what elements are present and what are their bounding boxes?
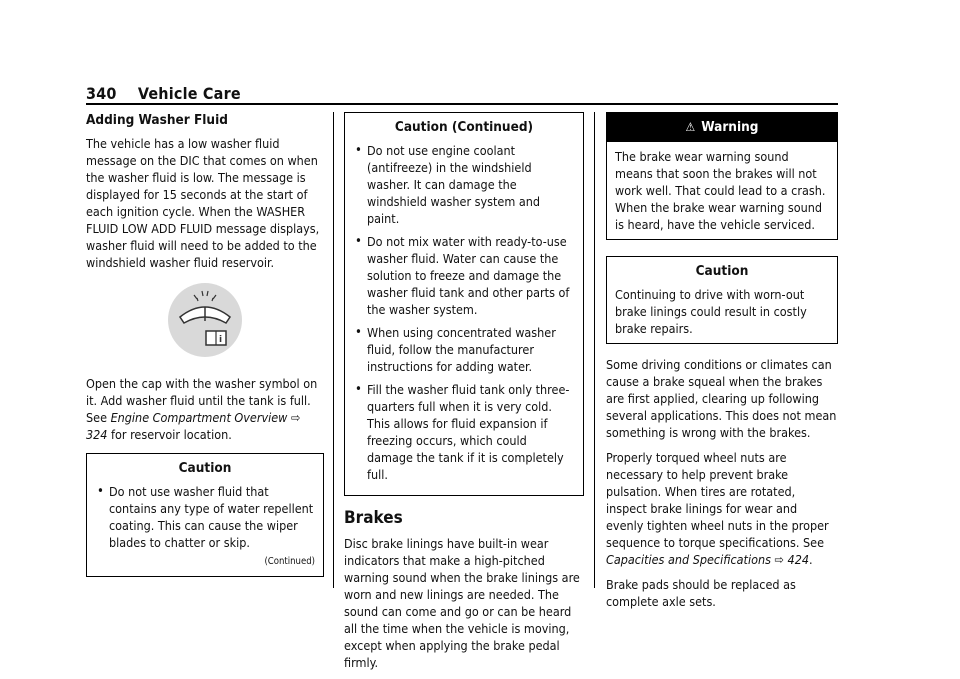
caution-continued-title: Caution (Continued) xyxy=(394,119,534,135)
caution-item: • Do not mix water with ready-to-use washer fluid. Water can cause the solution to freeze and damage the washer fluid tank and other parts of the washer system. xyxy=(353,233,575,318)
page-ref-icon: ⇨ xyxy=(774,552,784,567)
warning-header xyxy=(607,113,837,142)
section-title: Vehicle Care xyxy=(137,84,241,103)
washer-fluid-para: The vehicle has a low washer fluid message on the DIC that comes on when the washer fluid is low. The message is displayed for 15 seconds at the start of each ignition cycle. When the WASHER FLUID LOW ADD FLUID message displays, washer fluid will need to be added to the windshield washer fluid reservoir. xyxy=(86,136,320,270)
caution-item: • Fill the washer fluid tank only three-quarters full when it is very cold. This allows for fluid expansion if freezing occurs, which could damage the tank if it is completely full. xyxy=(353,381,575,483)
caution-item: • When using concentrated washer fluid, follow the manufacturer instructions for adding water. xyxy=(353,324,575,375)
caution-title: Caution xyxy=(695,263,749,279)
brake-pads-para: Brake pads should be replaced as complete axle sets. xyxy=(606,577,796,609)
column-divider xyxy=(333,112,334,588)
xref-capacities[interactable]: Capacities and Specifications xyxy=(606,552,771,567)
brakes-heading: Brakes xyxy=(344,508,403,528)
page-number: 340 xyxy=(86,84,117,103)
washer-fluid-heading: Adding Washer Fluid xyxy=(86,112,228,128)
column-2 xyxy=(344,112,584,679)
xref-page-number[interactable]: 424 xyxy=(787,552,810,567)
page-ref-icon: ⇨ xyxy=(290,410,301,425)
caution-box xyxy=(606,256,838,344)
washer-fluid-instructions: Open the cap with the washer symbol on it. Add washer fluid until the tank is full. See Engine Compartment Overview ⇨ 324 for reservoir location. xyxy=(86,376,318,442)
caution-title: Caution xyxy=(178,460,232,476)
caution-item: • Do not use engine coolant (antifreeze) in the windshield washer. It can damage the windshield washer system and paint. xyxy=(353,142,575,227)
warning-body: The brake wear warning sound means that soon the brakes will not work well. That could lead to a crash. When the brake wear warning sound is heard, have the vehicle serviced. xyxy=(615,149,826,232)
brake-squeal-para: Some driving conditions or climates can cause a brake squeal when the brakes are first applied, clearing up following several applications. This does not mean something is wrong with the brakes. xyxy=(606,357,837,440)
column-3 xyxy=(606,112,838,618)
page-header xyxy=(86,84,241,103)
caution-box xyxy=(86,453,324,577)
warning-box xyxy=(606,112,838,240)
header-rule xyxy=(86,103,838,105)
column-1 xyxy=(86,112,324,589)
column-divider xyxy=(594,112,595,588)
continued-label: (Continued) xyxy=(264,556,315,567)
washer-fluid-icon xyxy=(86,281,324,363)
caution-item: • Do not use washer fluid that contains any type of water repellent coating. This can cause the wiper blades to chatter or skip. xyxy=(95,483,315,551)
wheel-nuts-para: Properly torqued wheel nuts are necessary to help prevent brake pulsation. When tires are rotated, inspect brake linings for wear and evenly tighten wheel nuts in the proper sequence to torque specifications. See Capacities and Specifications ⇨ 424. xyxy=(606,450,829,567)
svg-text:i: i xyxy=(219,335,223,345)
warning-icon: ⚠ xyxy=(685,120,696,134)
xref-engine-compartment[interactable]: Engine Compartment Overview xyxy=(110,410,288,425)
warning-title: Warning xyxy=(701,119,759,135)
brakes-para: Disc brake linings have built-in wear indicators that make a high-pitched warning sound when the brake linings are worn and new linings are needed. The sound can come and go or can be heard all the time when the vehicle is moving, except when applying the brake pedal firmly. xyxy=(344,536,580,670)
caution-body: Continuing to drive with worn-out brake linings could result in costly brake repairs. xyxy=(615,287,807,336)
xref-page-number[interactable]: 324 xyxy=(86,427,108,442)
caution-continued-box xyxy=(344,112,584,496)
